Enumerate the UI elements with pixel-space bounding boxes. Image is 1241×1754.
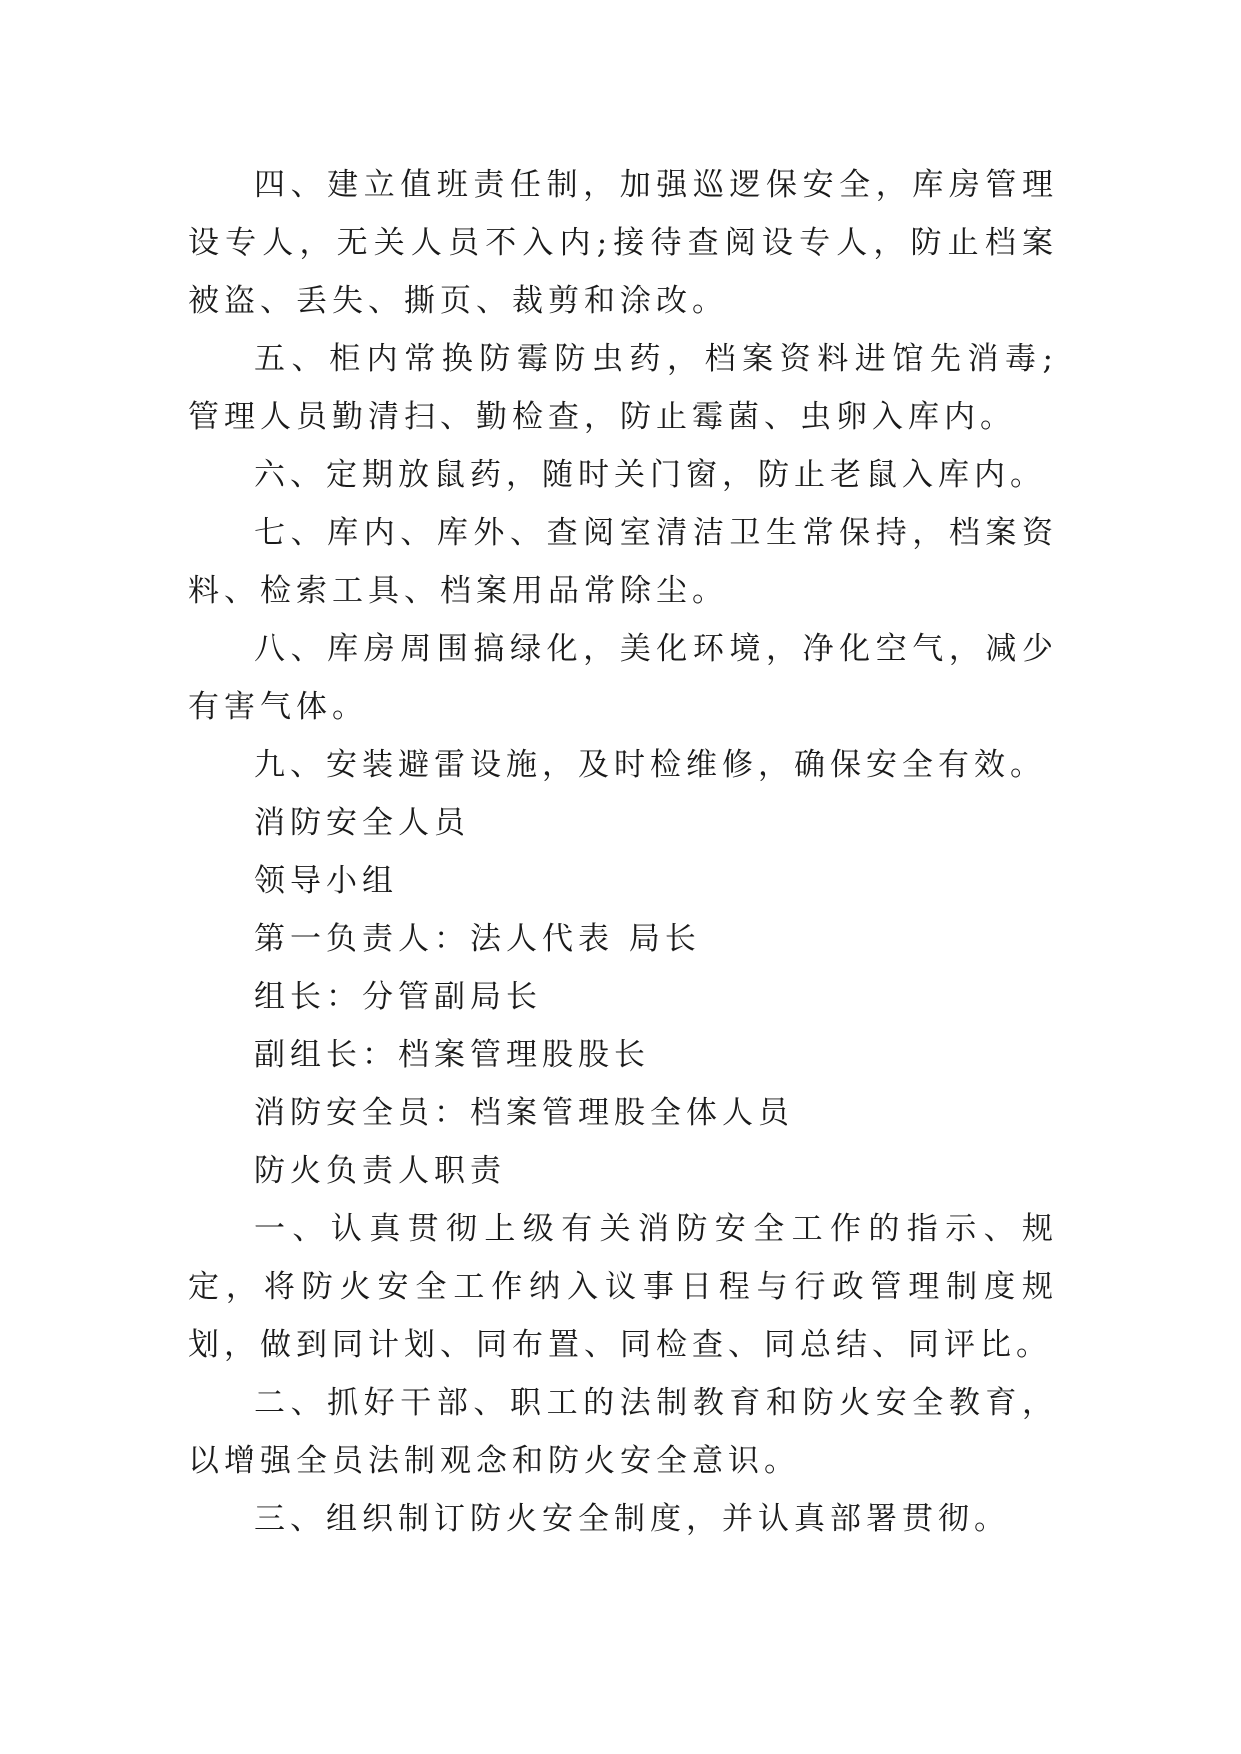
paragraph-cleanliness: 七、库内、库外、查阅室清洁卫生常保持，档案资料、检索工具、档案用品常除尘。 [188,515,1058,609]
line-group-leader: 组长：分管副局长 [254,979,542,1015]
line-deputy-group-leader: 副组长：档案管理股股长 [254,1037,650,1073]
heading-fire-safety-personnel: 消防安全人员 [254,805,470,841]
paragraph-duty-system: 四、建立值班责任制，加强巡逻保安全，库房管理设专人，无关人员不入内;接待查阅设专人，防止档案被盗、丢失、撕页、裁剪和涂改。 [188,167,1058,319]
line-first-responsible-person: 第一负责人：法人代表 局长 [254,921,701,957]
heading-leadership-group: 领导小组 [254,863,398,899]
heading-fire-officer-duties: 防火负责人职责 [254,1153,506,1189]
document-body [188,156,1058,1548]
paragraph-duty-implement-directives: 一、认真贯彻上级有关消防安全工作的指示、规定，将防火安全工作纳入议事日程与行政管理制度规划，做到同计划、同布置、同检查、同总结、同评比。 [188,1211,1058,1363]
paragraph-lightning-protection: 九、安装避雷设施，及时检维修，确保安全有效。 [254,747,1046,783]
paragraph-greening: 八、库房周围搞绿化，美化环境，净化空气，减少有害气体。 [188,631,1058,725]
paragraph-duty-regulations: 三、组织制订防火安全制度，并认真部署贯彻。 [254,1501,1010,1537]
line-fire-safety-officers: 消防安全员：档案管理股全体人员 [254,1095,794,1131]
paragraph-duty-education: 二、抓好干部、职工的法制教育和防火安全教育，以增强全员法制观念和防火安全意识。 [188,1385,1058,1479]
paragraph-mold-insect-prevention: 五、柜内常换防霉防虫药，档案资料进馆先消毒;管理人员勤清扫、勤检查，防止霉菌、虫卵入库内。 [188,341,1058,435]
paragraph-rodent-prevention: 六、定期放鼠药，随时关门窗，防止老鼠入库内。 [254,457,1046,493]
